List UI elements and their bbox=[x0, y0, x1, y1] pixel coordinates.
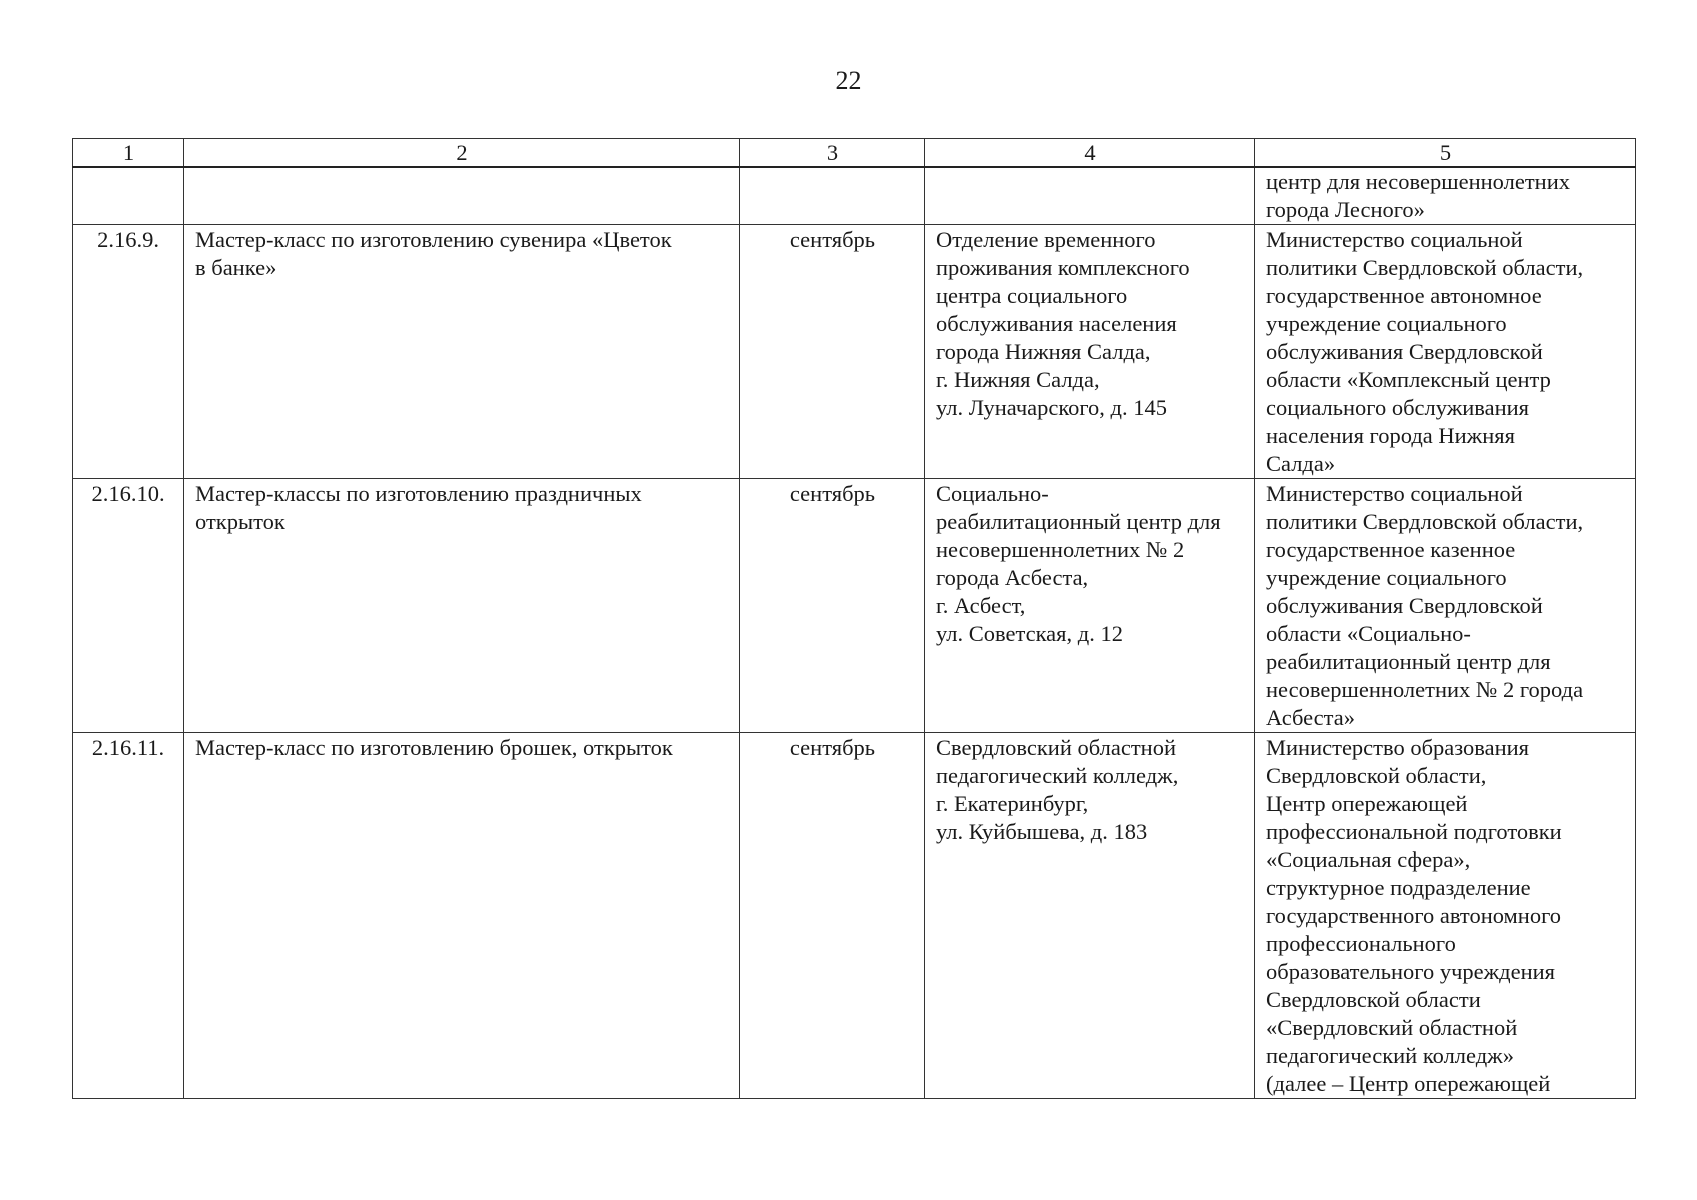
organizer-line: области «Социально- bbox=[1266, 621, 1471, 646]
place-line: г. Асбест, bbox=[936, 593, 1026, 618]
organizer-line: Асбеста» bbox=[1266, 705, 1355, 730]
organizer-line: социального обслуживания bbox=[1266, 395, 1530, 420]
place-line: г. Нижняя Салда, bbox=[936, 367, 1100, 392]
organizer-line: обслуживания Свердловской bbox=[1266, 593, 1543, 618]
place-line: обслуживания населения bbox=[936, 311, 1177, 336]
organizer-cell bbox=[1255, 479, 1636, 733]
organizer-line: государственного автономного bbox=[1266, 903, 1562, 928]
organizer-line: Министерство социальной bbox=[1266, 227, 1523, 252]
organizer-line: Центр опережающей bbox=[1266, 791, 1468, 816]
place-line: города Асбеста, bbox=[936, 565, 1089, 590]
table-row bbox=[73, 479, 1636, 733]
organizer-line: образовательного учреждения bbox=[1266, 959, 1556, 984]
place-cell bbox=[925, 167, 1255, 225]
organizer-line: «Свердловский областной bbox=[1266, 1015, 1518, 1040]
column-header: 1 bbox=[73, 139, 184, 168]
event-cell bbox=[184, 479, 740, 733]
place-line: Социально- bbox=[936, 481, 1049, 506]
column-header: 4 bbox=[925, 139, 1255, 168]
event-cell bbox=[184, 167, 740, 225]
place-line: несовершеннолетних № 2 bbox=[936, 537, 1185, 562]
organizer-cell bbox=[1255, 225, 1636, 479]
event-cell bbox=[184, 733, 740, 1099]
column-header: 3 bbox=[740, 139, 925, 168]
row-number-cell bbox=[73, 167, 184, 225]
place-line: Свердловский областной bbox=[936, 735, 1176, 760]
organizer-line: политики Свердловской области, bbox=[1266, 509, 1584, 534]
organizer-line: Салда» bbox=[1266, 451, 1336, 476]
event-line: Мастер-классы по изготовлению праздничных bbox=[195, 481, 642, 506]
organizer-line: Свердловской области, bbox=[1266, 763, 1487, 788]
organizer-line: государственное казенное bbox=[1266, 537, 1516, 562]
row-number-cell: 2.16.9. bbox=[73, 225, 184, 479]
table-row bbox=[73, 225, 1636, 479]
place-line: г. Екатеринбург, bbox=[936, 791, 1089, 816]
place-line: проживания комплексного bbox=[936, 255, 1190, 280]
event-line: в банке» bbox=[195, 255, 277, 280]
organizer-line: реабилитационный центр для bbox=[1266, 649, 1551, 674]
table-row bbox=[73, 167, 1636, 225]
organizer-line: профессионального bbox=[1266, 931, 1456, 956]
organizer-line: обслуживания Свердловской bbox=[1266, 339, 1543, 364]
column-header: 2 bbox=[184, 139, 740, 168]
page-number: 22 bbox=[835, 66, 862, 95]
date-cell: сентябрь bbox=[740, 225, 925, 479]
place-line: реабилитационный центр для bbox=[936, 509, 1221, 534]
event-line: Мастер-класс по изготовлению брошек, открыток bbox=[195, 735, 673, 760]
place-cell bbox=[925, 225, 1255, 479]
organizer-line: структурное подразделение bbox=[1266, 875, 1531, 900]
events-table bbox=[72, 138, 1636, 1099]
organizer-line: политики Свердловской области, bbox=[1266, 255, 1584, 280]
place-line: ул. Куйбышева, д. 183 bbox=[936, 819, 1148, 844]
table-row bbox=[73, 733, 1636, 1099]
place-line: города Нижняя Салда, bbox=[936, 339, 1151, 364]
organizer-line: области «Комплексный центр bbox=[1266, 367, 1551, 392]
organizer-line: педагогический колледж» bbox=[1266, 1043, 1514, 1068]
organizer-line: Министерство образования bbox=[1266, 735, 1530, 760]
organizer-line: государственное автономное bbox=[1266, 283, 1542, 308]
organizer-line: (далее – Центр опережающей bbox=[1266, 1071, 1551, 1096]
place-line: Отделение временного bbox=[936, 227, 1156, 252]
organizer-line: населения города Нижняя bbox=[1266, 423, 1515, 448]
organizer-line: Министерство социальной bbox=[1266, 481, 1523, 506]
organizer-line: несовершеннолетних № 2 города bbox=[1266, 677, 1584, 702]
date-cell bbox=[740, 167, 925, 225]
place-cell bbox=[925, 733, 1255, 1099]
event-cell bbox=[184, 225, 740, 479]
table-header-row bbox=[73, 139, 1636, 168]
date-cell: сентябрь bbox=[740, 733, 925, 1099]
organizer-line: «Социальная сфера», bbox=[1266, 847, 1471, 872]
organizer-line: центр для несовершеннолетних bbox=[1266, 169, 1570, 194]
organizer-cell bbox=[1255, 167, 1636, 225]
column-header: 5 bbox=[1255, 139, 1636, 168]
place-line: центра социального bbox=[936, 283, 1128, 308]
place-line: ул. Советская, д. 12 bbox=[936, 621, 1123, 646]
organizer-cell bbox=[1255, 733, 1636, 1099]
row-number-cell: 2.16.10. bbox=[73, 479, 184, 733]
place-cell bbox=[925, 479, 1255, 733]
organizer-line: учреждение социального bbox=[1266, 565, 1507, 590]
row-number-cell: 2.16.11. bbox=[73, 733, 184, 1099]
organizer-line: учреждение социального bbox=[1266, 311, 1507, 336]
organizer-line: города Лесного» bbox=[1266, 197, 1425, 222]
place-line: педагогический колледж, bbox=[936, 763, 1179, 788]
date-cell: сентябрь bbox=[740, 479, 925, 733]
event-line: открыток bbox=[195, 509, 285, 534]
place-line: ул. Луначарского, д. 145 bbox=[936, 395, 1168, 420]
organizer-line: профессиональной подготовки bbox=[1266, 819, 1562, 844]
organizer-line: Свердловской области bbox=[1266, 987, 1481, 1012]
event-line: Мастер-класс по изготовлению сувенира «Цветок bbox=[195, 227, 672, 252]
